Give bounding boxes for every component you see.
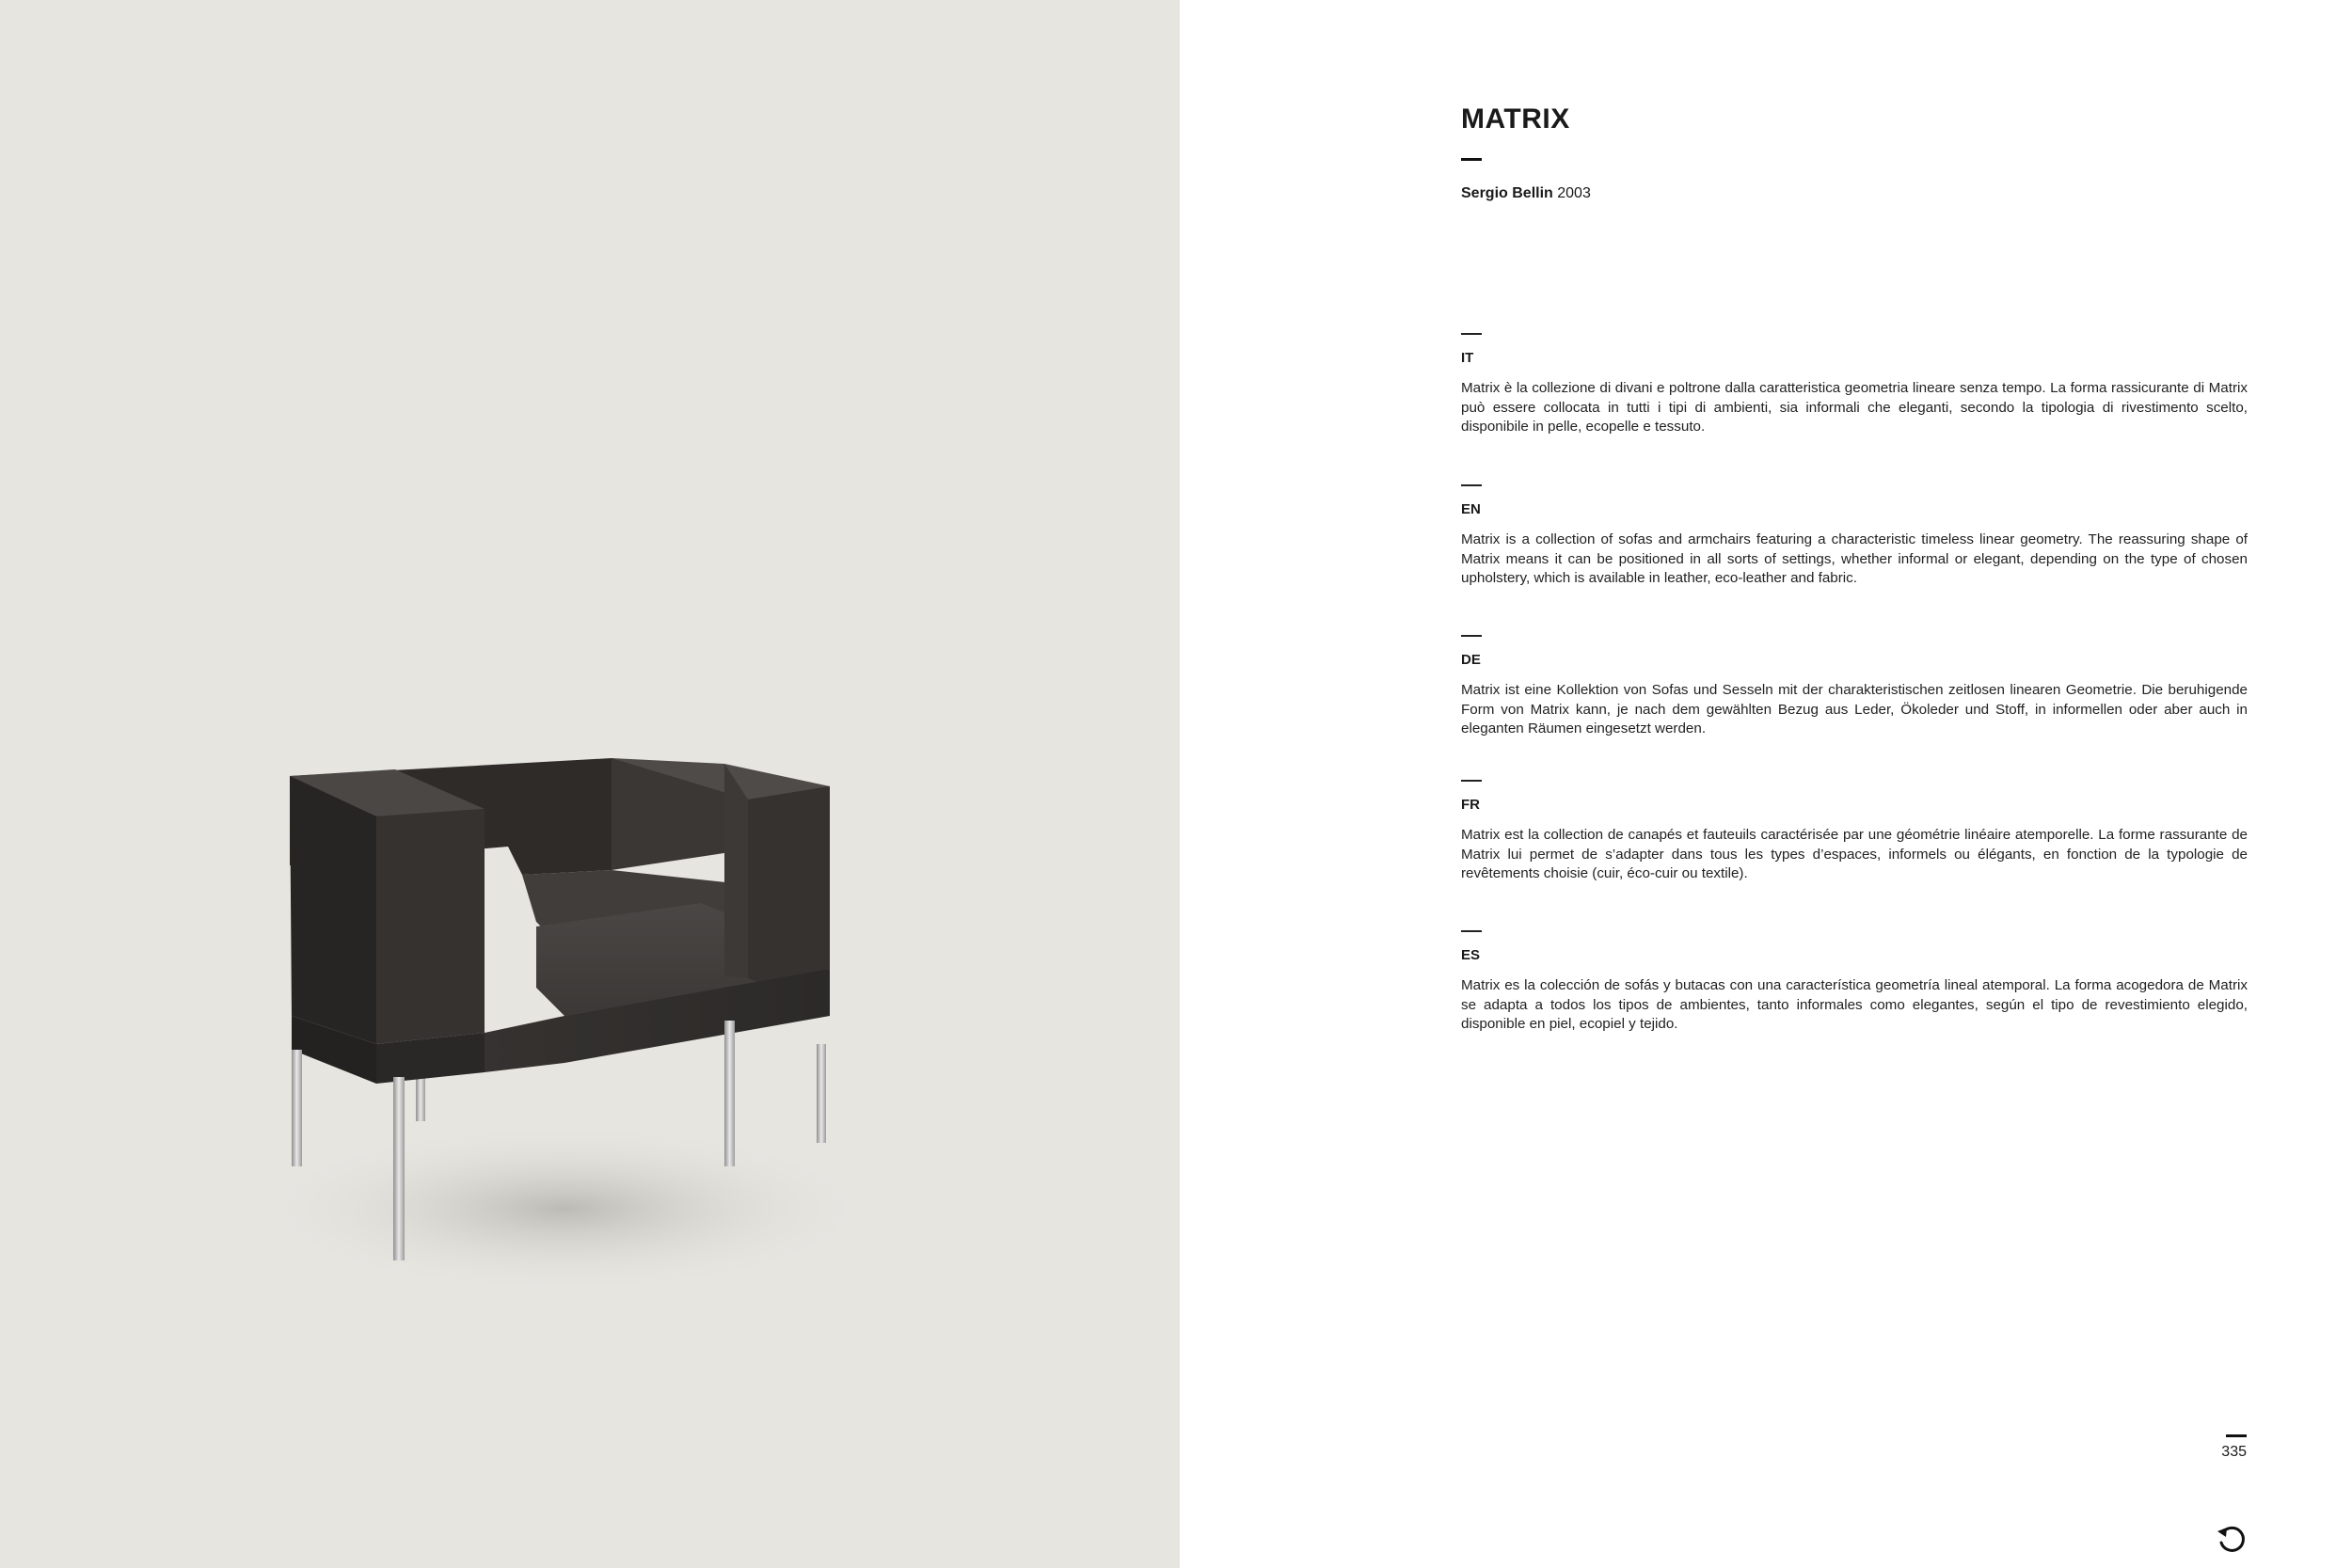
language-code: IT [1461, 350, 1474, 366]
description-text: Matrix ist eine Kollektion von Sofas und Sesseln mit der charakteristischen zeitlosen linearen Geometrie. Die beruhigende Form von Matrix kann, je nach dem gewählten Bezug aus Leder, Ökoleder und Stoff, in informellen oder aber auch in eleganten Räumen eingesetzt werden. [1461, 682, 2248, 736]
description-en [1461, 484, 2248, 589]
description-de [1461, 635, 2248, 739]
chair-leg-front-left [292, 1050, 302, 1166]
chair-leg-front-center [393, 1077, 405, 1260]
section-divider [1461, 333, 1482, 335]
description-text: Matrix is a collection of sofas and armchairs featuring a characteristic timeless linear geometry. The reassuring shape of Matrix means it can be positioned in all sorts of settings, whether informal or elegant, depending on the type of chosen upholstery, which is available in leather, eco-leather and fabric. [1461, 531, 2248, 586]
section-divider [1461, 930, 1482, 932]
language-code: DE [1461, 652, 1481, 668]
section-divider [1461, 484, 1482, 486]
description-it [1461, 333, 2248, 437]
design-year: 2003 [1557, 185, 1591, 201]
language-code: EN [1461, 501, 1481, 517]
chair-leg-back-right [817, 1044, 826, 1143]
description-text: Matrix est la collection de canapés et fauteuils caractérisée par une géométrie linéaire atemporelle. La forme rassurante de Matrix lui permet de s’adapter dans tous les types d’espaces, informels ou élégants, en fonction de la typologie de revêtements choisie (cuir, éco-cuir ou textile). [1461, 827, 2248, 881]
language-code: ES [1461, 947, 1481, 963]
product-title: MATRIX [1461, 103, 1570, 135]
section-divider [1461, 635, 1482, 637]
page-number-divider [2226, 1434, 2247, 1437]
rotate-icon[interactable] [2215, 1522, 2249, 1556]
section-divider [1461, 780, 1482, 782]
description-es [1461, 930, 2248, 1035]
chair-leg-front-right [724, 1021, 735, 1166]
armchair-photo [254, 734, 931, 1317]
language-code: FR [1461, 797, 1480, 813]
description-text: Matrix es la colección de sofás y butacas con una característica geometría lineal atemporal. La forma acogedora de Matrix se adapta a todos los tipos de ambientes, tanto informales como elegantes, según el tipo de revestimiento elegido, disponible en piel, ecopiel y tejido. [1461, 977, 2248, 1032]
designer-name: Sergio Bellin [1461, 185, 1553, 201]
description-text: Matrix è la collezione di divani e poltrone dalla caratteristica geometria lineare senza tempo. La forma rassicurante di Matrix può essere collocata in tutti i tipi di ambienti, sia informali che eleganti, secondo la tipologia di rivestimento scelto, disponibile in pelle, ecopelle e tessuto. [1461, 380, 2248, 435]
page-number: 335 [2221, 1444, 2247, 1460]
description-fr [1461, 780, 2248, 884]
title-divider [1461, 158, 1482, 161]
armchair-illustration [254, 734, 931, 1317]
designer-credit [1461, 185, 1591, 202]
